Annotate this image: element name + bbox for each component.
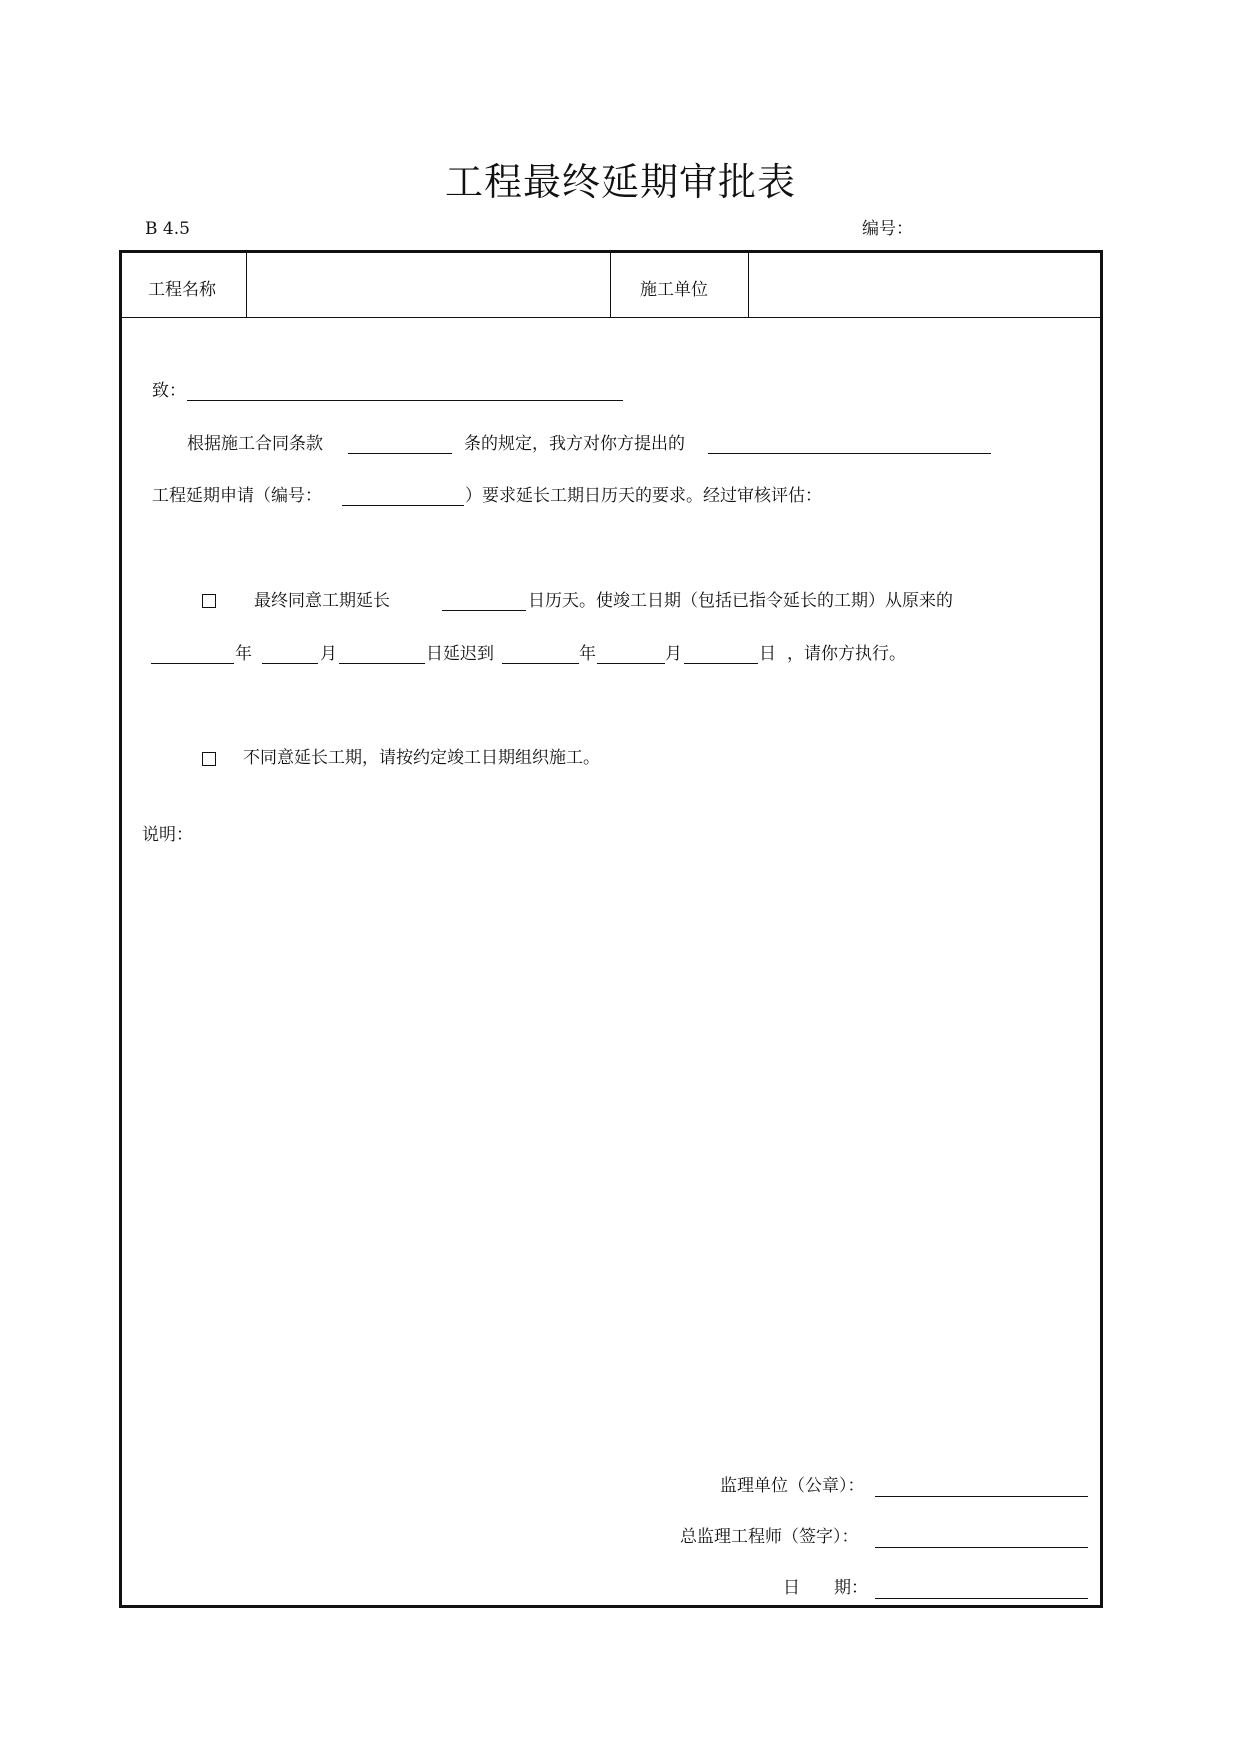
supervision-unit-label: 监理单位（公章）： bbox=[720, 1476, 865, 1496]
form-code: B 4.5 bbox=[145, 219, 190, 239]
chief-engineer-label: 总监理工程师（签字）： bbox=[680, 1527, 859, 1547]
disagree-checkbox[interactable] bbox=[202, 752, 216, 766]
note-area[interactable] bbox=[142, 853, 1082, 1413]
agree-text-a: 最终同意工期延长 bbox=[254, 591, 390, 611]
chief-engineer-field[interactable] bbox=[875, 1547, 1088, 1548]
submitted-item-field[interactable] bbox=[708, 453, 991, 454]
note-label: 说明： bbox=[142, 825, 193, 845]
divider bbox=[246, 253, 247, 317]
year-label: 年 bbox=[235, 644, 252, 664]
to-recipient-field[interactable] bbox=[187, 400, 623, 401]
supervision-unit-field[interactable] bbox=[875, 1496, 1088, 1497]
extension-request-suffix: ）要求延长工期日历天的要求。经过审核评估： bbox=[465, 486, 822, 506]
contract-clause-field[interactable] bbox=[348, 453, 452, 454]
page-title: 工程最终延期审批表 bbox=[444, 160, 796, 204]
extension-days-field[interactable] bbox=[442, 610, 526, 611]
execute-label: ，请你方执行。 bbox=[787, 644, 906, 664]
day-delay-label: 日延迟到 bbox=[426, 644, 494, 664]
new-month-field[interactable] bbox=[597, 663, 665, 664]
date-field[interactable] bbox=[875, 1598, 1088, 1599]
day2-label: 日 bbox=[759, 644, 776, 664]
original-day-field[interactable] bbox=[339, 663, 425, 664]
agree-checkbox[interactable] bbox=[202, 594, 216, 608]
contract-clause-mid: 条的规定，我方对你方提出的 bbox=[464, 434, 685, 454]
project-name-input[interactable] bbox=[248, 254, 608, 316]
month-label: 月 bbox=[320, 644, 337, 664]
original-month-field[interactable] bbox=[262, 663, 318, 664]
disagree-text: 不同意延长工期，请按约定竣工日期组织施工。 bbox=[243, 748, 600, 768]
form-frame bbox=[119, 250, 1103, 1608]
contractor-label: 施工单位 bbox=[640, 280, 708, 300]
contract-clause-prefix: 根据施工合同条款 bbox=[187, 434, 323, 454]
original-year-field[interactable] bbox=[151, 663, 234, 664]
divider bbox=[748, 253, 749, 317]
project-name-label: 工程名称 bbox=[148, 280, 216, 300]
divider bbox=[610, 253, 611, 317]
extension-request-prefix: 工程延期申请（编号： bbox=[152, 486, 322, 506]
new-year-field[interactable] bbox=[502, 663, 579, 664]
agree-text-b: 日历天。使竣工日期（包括已指令延长的工期）从原来的 bbox=[528, 591, 953, 611]
year2-label: 年 bbox=[579, 644, 596, 664]
month2-label: 月 bbox=[665, 644, 682, 664]
to-label: 致： bbox=[152, 381, 186, 401]
request-number-field[interactable] bbox=[342, 505, 464, 506]
serial-number-label: 编号： bbox=[862, 219, 913, 239]
date-label: 日 期： bbox=[783, 1578, 868, 1598]
new-day-field[interactable] bbox=[684, 663, 758, 664]
contractor-input[interactable] bbox=[751, 254, 1101, 316]
